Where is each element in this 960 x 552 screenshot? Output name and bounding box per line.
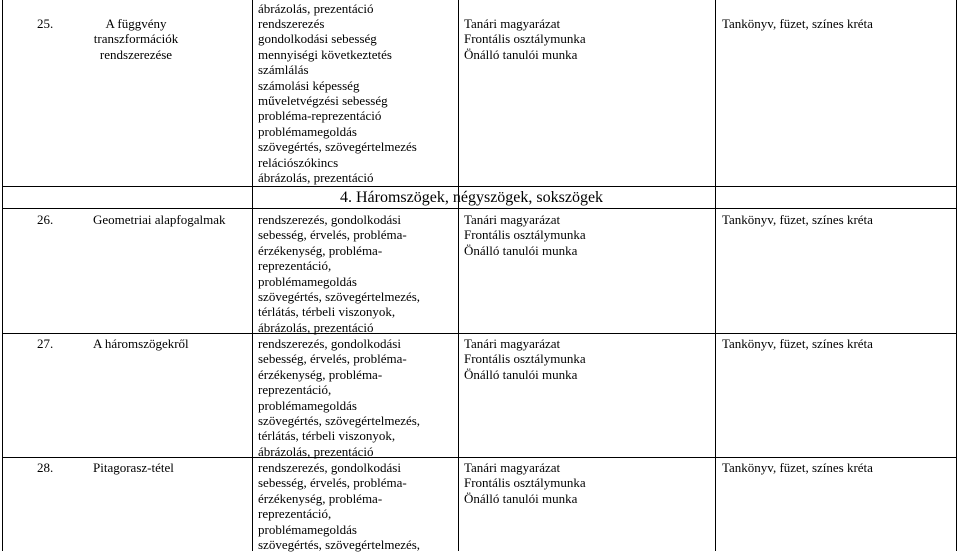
row-divider bbox=[2, 186, 957, 187]
teaching-tools: Tankönyv, füzet, színes kréta bbox=[722, 460, 873, 475]
skills-list: rendszerezés gondolkodási sebesség mennyiségi következtetés számlálás számolási képesség műveletvégzési sebesség probléma-reprezentáció problémamegoldás szövegértés, szövegértelmezés relációszókincs ábrázolás, prezentáció bbox=[258, 16, 417, 186]
column-divider bbox=[458, 0, 459, 551]
lesson-topic: A háromszögekről bbox=[93, 336, 189, 351]
teaching-methods: Tanári magyarázat Frontális osztálymunka Önálló tanulói munka bbox=[464, 460, 586, 506]
lesson-number: 26. bbox=[37, 212, 54, 227]
skills-list: rendszerezés, gondolkodási sebesség, érvelés, probléma- érzékenység, probléma- reprezentáció, problémamegoldás szövegértés, szövegértelmezés, térlátás, térbeli viszonyok, ábrázolás, prezentáció bbox=[258, 212, 421, 335]
lesson-number: 27. bbox=[37, 336, 54, 351]
lesson-number: 28. bbox=[37, 460, 54, 475]
row-divider bbox=[2, 333, 957, 334]
skills-list: rendszerezés, gondolkodási sebesség, érvelés, probléma- érzékenység, probléma- reprezentáció, problémamegoldás szövegértés, szövegértelmezés, térlátás, térbeli viszonyok, ábrázolás, prezentáció bbox=[258, 336, 421, 459]
skills-list: rendszerezés, gondolkodási sebesség, érvelés, probléma- érzékenység, probléma- reprezentáció, problémamegoldás szövegértés, szövegértelmezés, bbox=[258, 460, 421, 552]
row-divider bbox=[2, 457, 957, 458]
lesson-topic: Pitagorasz-tétel bbox=[93, 460, 174, 475]
lesson-topic: A függvény transzformációk rendszerezése bbox=[93, 16, 179, 62]
teaching-tools: Tankönyv, füzet, színes kréta bbox=[722, 212, 873, 227]
row-divider bbox=[2, 208, 957, 209]
section-heading: 4. Háromszögek, négyszögek, sokszögek bbox=[340, 189, 604, 206]
table-border-left bbox=[2, 0, 3, 551]
teaching-tools: Tankönyv, füzet, színes kréta bbox=[722, 16, 873, 31]
teaching-methods: Tanári magyarázat Frontális osztálymunka Önálló tanulói munka bbox=[464, 16, 586, 62]
teaching-tools: Tankönyv, füzet, színes kréta bbox=[722, 336, 873, 351]
table-border-right bbox=[956, 0, 957, 551]
lesson-number: 25. bbox=[37, 16, 54, 31]
column-divider bbox=[252, 0, 253, 551]
column-divider bbox=[715, 0, 716, 551]
teaching-methods: Tanári magyarázat Frontális osztálymunka Önálló tanulói munka bbox=[464, 336, 586, 382]
teaching-methods: Tanári magyarázat Frontális osztálymunka Önálló tanulói munka bbox=[464, 212, 586, 258]
lesson-topic: Geometriai alapfogalmak bbox=[93, 212, 226, 227]
skills-continued: ábrázolás, prezentáció bbox=[258, 1, 374, 16]
